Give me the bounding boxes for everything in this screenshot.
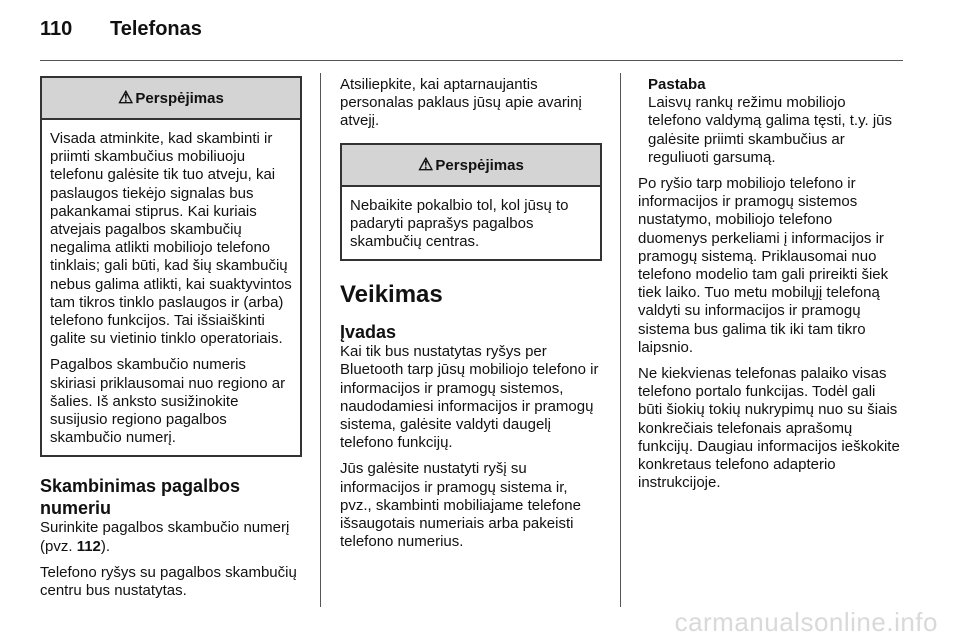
warning-triangle-icon: ⚠ <box>418 154 434 174</box>
page-header <box>40 18 202 41</box>
note-title: Pastaba <box>648 76 706 93</box>
column-1 <box>40 76 302 608</box>
paragraph: Kai tik bus nustatytas ryšys per Bluetooth tarp jūsų mobiliojo telefono ir informacijos ir pramogų sistemos, naudodamiesi informacijos ir pramogų sistema, galėsite valdyti daugelį telefono funkcijų. <box>340 343 599 452</box>
paragraph: Atsiliepkite, kai aptarnaujantis personalas paklaus jūsų apie avarinį atvejį. <box>340 76 582 130</box>
warning-box <box>40 76 302 457</box>
section-title: Veikimas <box>340 281 443 309</box>
paragraph: Telefono ryšys su pagalbos skambučių centru bus nustatytas. <box>40 563 297 600</box>
note-box <box>638 76 902 167</box>
section-heading: Skambinimas pagalbos numeriu <box>40 476 241 519</box>
warning-body <box>42 120 300 455</box>
paragraph-text: ). <box>100 537 111 555</box>
warning-title: Perspėjimas <box>135 90 224 107</box>
emergency-number: 112 <box>76 537 101 555</box>
warning-triangle-icon: ⚠ <box>118 88 134 107</box>
warning-text: Pagalbos skambučio numeris skiriasi priklausomai nuo regiono ar šalies. Iš anksto susižinokite susijusio regiono pagalbos skambučio numerį. <box>50 356 286 447</box>
paragraph: Po ryšio tarp mobiliojo telefono ir informacijos ir pramogų sistemos nustatymo, mobiliojo telefono duomenys perkeliami į informacijos ir pramogų sistemą. Priklausomai nuo telefono modelio tam gali prireikti šiek tiek laiko. Tuo metu mobilųjį telefoną valdyti su informacijos ir pramogų sistema bus galima tik iki tam tikro laipsnio. <box>638 175 889 356</box>
paragraph: Ne kiekvienas telefonas palaiko visas telefono portalo funkcijas. Todėl gali būti šiokių tokių nukrypimų nuo su šiais konkrečiais telefonais aprašomų funkcijų. Daugiau informacijos ieškokite konkretaus telefono adapterio instrukcijoje. <box>638 365 900 492</box>
header-divider <box>40 60 903 61</box>
warning-box <box>340 143 602 262</box>
column-divider-2 <box>620 73 621 607</box>
chapter-title: Telefonas <box>110 18 202 40</box>
paragraph: Jūs galėsite nustatyti ryšį su informacijos ir pramogų sistema ir, pvz., skambinti mobiliajame telefone išsaugotais numeriais arba pakeisti telefono numerius. <box>340 460 581 551</box>
page-number: 110 <box>40 18 73 40</box>
warning-header <box>42 78 300 120</box>
warning-title: Perspėjimas <box>435 156 524 174</box>
warning-header <box>342 145 600 187</box>
warning-body <box>342 187 600 260</box>
paragraph-text: Surinkite pagalbos skambučio numerį (pvz. <box>40 519 290 555</box>
paragraph <box>40 519 302 555</box>
column-3 <box>638 76 902 500</box>
column-2 <box>340 76 602 559</box>
subsection-heading: Įvadas <box>340 322 397 343</box>
warning-text: Nebaikite pokalbio tol, kol jūsų to padaryti paprašys pagalbos skambučių centras. <box>350 196 569 251</box>
watermark: carmanualsonline.info <box>674 607 938 637</box>
note-text: Laisvų rankų režimu mobiliojo telefono valdymą galima tęsti, t.y. jūs galėsite priimti skambučius ar reguliuoti garsumą. <box>648 94 892 166</box>
warning-text: Visada atminkite, kad skambinti ir priimti skambučius mobiliuoju telefonu galėsite tik tuo atveju, kai paslaugos tiekėjo signalas bus pakankamai stiprus. Kai kuriais atvejais pagalbos skambučių negalima atlikti mobiliojo telefono tinklais; gali būti, kad šių skambučių nebus galima atlikti, kai suaktyvintos tam tikros tinklo paslaugos ir (arba) telefono funkcijos. Tai išsiaiškinti galite su vietinio tinklo operatoriais. <box>50 130 292 348</box>
column-divider-1 <box>320 73 321 607</box>
